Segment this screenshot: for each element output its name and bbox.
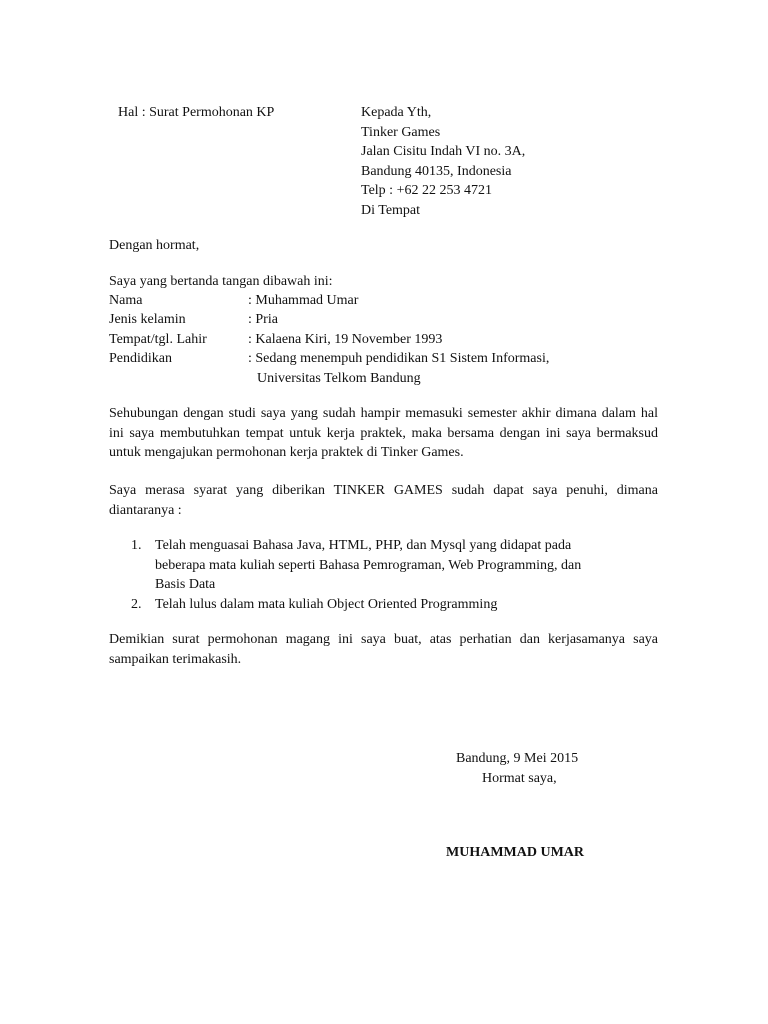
bio-value: : Muhammad Umar (248, 293, 359, 308)
bio-label: Pendidikan (109, 351, 172, 366)
list-item-text: Telah lulus dalam mata kuliah Object Oriented Programming (155, 596, 498, 612)
paragraph-purpose: Sehubungan dengan studi saya yang sudah hampir memasuki semester akhir dimana dalam hal ini saya membutuhkan tempat untuk kerja praktek, maka bersama dengan ini saya bermaksud untuk mengajukan permohonan kerja praktek di Tinker Games. (109, 406, 658, 460)
greeting: Dengan hormat, (109, 238, 200, 253)
bio-value: : Pria (248, 312, 278, 327)
bio-label: Tempat/tgl. Lahir (109, 332, 207, 347)
paragraph-closing: Demikian surat permohonan magang ini saya buat, atas perhatian dan kerjasamanya saya sampaikan terimakasih. (109, 632, 658, 667)
intro-line: Saya yang bertanda tangan dibawah ini: (109, 274, 333, 289)
recipient-line: Di Tempat (361, 202, 421, 218)
letter-subject: Hal : Surat Permohonan KP (118, 105, 275, 120)
recipient-line: Telp : +62 22 253 4721 (361, 183, 492, 198)
bio-label: Jenis kelamin (109, 312, 186, 327)
bio-value: : Kalaena Kiri, 19 November 1993 (248, 332, 443, 347)
bio-value: : Sedang menempuh pendidikan S1 Sistem Informasi, (248, 351, 550, 366)
recipient-address (361, 103, 525, 220)
recipient-line: Bandung 40135, Indonesia (361, 163, 512, 179)
recipient-line: Tinker Games (361, 124, 441, 140)
list-number: 2. (131, 596, 142, 612)
requirements-list (109, 536, 658, 614)
list-item-text: Telah menguasai Bahasa Java, HTML, PHP, dan Mysql yang didapat pada beberapa mata kuliah seperti Bahasa Pemrograman, Web Programming, dan Basis Data (155, 538, 582, 592)
bio-label: Nama (109, 293, 143, 308)
paragraph-requirements-intro: Saya merasa syarat yang diberikan TINKER GAMES sudah dapat saya penuhi, dimana diantaranya : (109, 483, 658, 518)
list-item (109, 536, 658, 595)
list-item (109, 595, 658, 615)
place-date: Bandung, 9 Mei 2015 (456, 751, 579, 766)
recipient-line: Kepada Yth, (361, 105, 432, 120)
signature-name: MUHAMMAD UMAR (446, 845, 585, 860)
bio-education-continuation: Universitas Telkom Bandung (257, 371, 421, 386)
regards: Hormat saya, (482, 771, 557, 786)
list-number: 1. (131, 538, 142, 553)
recipient-line: Jalan Cisitu Indah VI no. 3A, (361, 144, 526, 159)
